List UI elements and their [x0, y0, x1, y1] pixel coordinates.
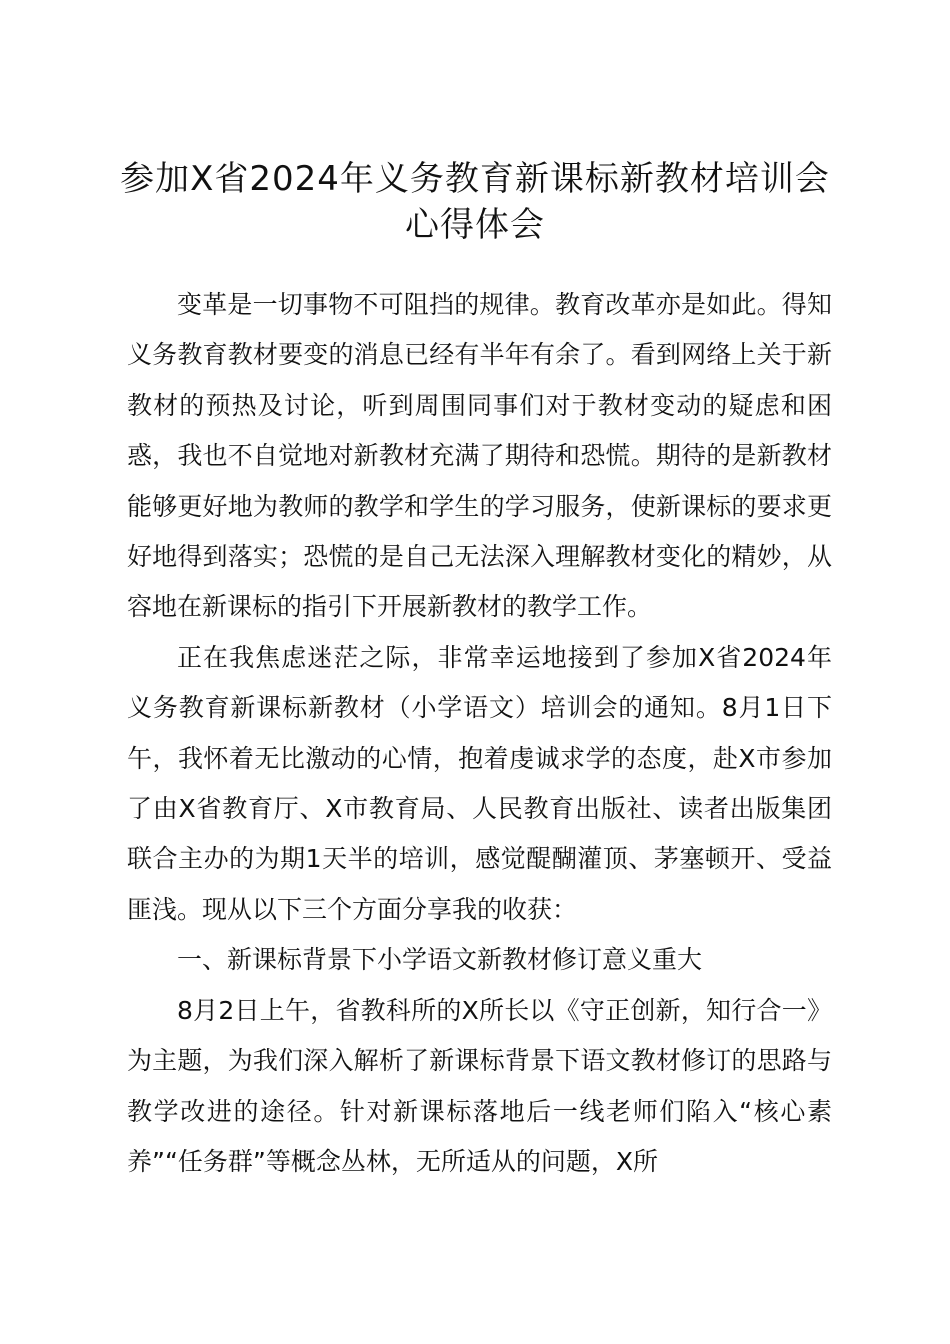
paragraph-training-notice: 正在我焦虑迷茫之际，非常幸运地接到了参加X省2024年义务教育新课标新教材（小学语文）培训会的通知。8月1日下午，我怀着无比激动的心情，抱着虔诚求学的态度，赴X市参加了由X省教育厅、X市教育局、人民教育出版社、读者出版集团联合主办的为期1天半的培训，感觉醍醐灌顶、茅塞顿开、受益匪浅。现从以下三个方面分享我的收获：: [127, 642, 832, 924]
document-title: 参加X省2024年义务教育新课标新教材培训会心得体会: [120, 159, 830, 245]
document-body: [127, 280, 832, 1187]
paragraph-section-1: 8月2日上午，省教科所的X所长以《守正创新，知行合一》为主题，为我们深入解析了新课标背景下语文教材修订的思路与教学改进的途径。针对新课标落地后一线老师们陷入“核心素养”“任务群”等概念丛林，无所适从的问题，X所: [127, 995, 832, 1176]
section-heading-1: 一、新课标背景下小学语文新教材修订意义重大: [177, 945, 703, 975]
paragraph-intro: 变革是一切事物不可阻挡的规律。教育改革亦是如此。得知义务教育教材要变的消息已经有半年有余了。看到网络上关于新教材的预热及讨论，听到周围同事们对于教材变动的疑虑和困惑，我也不自觉地对新教材充满了期待和恐慌。期待的是新教材能够更好地为教师的教学和学生的学习服务，使新课标的要求更好地得到落实；恐慌的是自己无法深入理解教材变化的精妙，从容地在新课标的指引下开展新教材的教学工作。: [127, 290, 832, 622]
